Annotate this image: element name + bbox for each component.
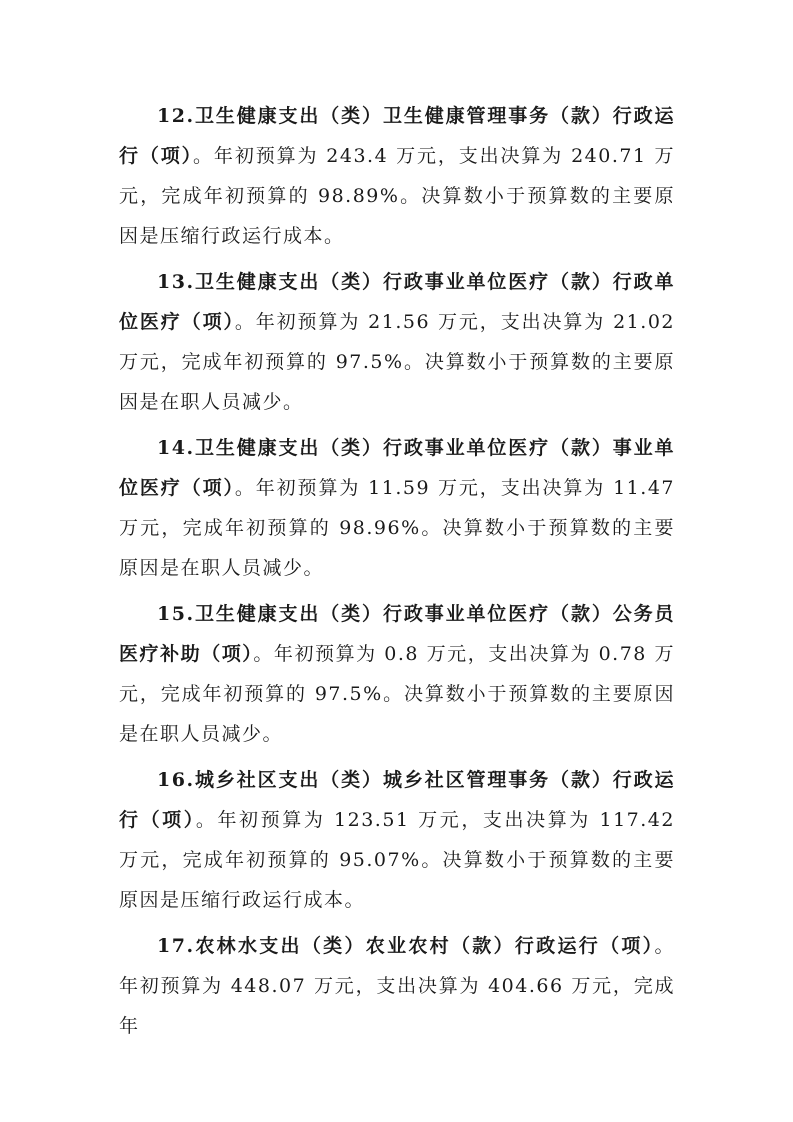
paragraph-heading: 14.卫生健康支出（类）行政事业单位医疗（款）事业单位医疗（项） bbox=[119, 437, 675, 499]
paragraph-heading: 12.卫生健康支出（类）卫生健康管理事务（款）行政运行（项） bbox=[119, 105, 675, 167]
paragraph-body: 。年初预算为 123.51 万元，支出决算为 117.42 万元，完成年初预算的 95.07%。决算数小于预算数的主要原因是压缩行政运行成本。 bbox=[119, 809, 675, 911]
paragraph-body: 。年初预算为 0.8 万元，支出决算为 0.78 万元，完成年初预算的 97.5%。决算数小于预算数的主要原因是在职人员减少。 bbox=[119, 643, 675, 745]
paragraph-item-17 bbox=[119, 926, 675, 1046]
paragraph-heading: 17.农林水支出（类）农业农村（款）行政运行（项） bbox=[157, 935, 655, 957]
paragraph-heading: 15.卫生健康支出（类）行政事业单位医疗（款）公务员医疗补助（项） bbox=[119, 603, 675, 665]
paragraph-item-15 bbox=[119, 594, 675, 754]
paragraph-item-12 bbox=[119, 96, 675, 256]
document-body bbox=[119, 96, 675, 1052]
paragraph-item-14 bbox=[119, 428, 675, 588]
paragraph-heading: 13.卫生健康支出（类）行政事业单位医疗（款）行政单位医疗（项） bbox=[119, 271, 675, 333]
paragraph-body: 。年初预算为 243.4 万元，支出决算为 240.71 万元，完成年初预算的 98.89%。决算数小于预算数的主要原因是压缩行政运行成本。 bbox=[119, 145, 675, 247]
paragraph-body: 。年初预算为 448.07 万元，支出决算为 404.66 万元，完成年 bbox=[119, 935, 675, 1037]
paragraph-body: 。年初预算为 21.56 万元，支出决算为 21.02 万元，完成年初预算的 97.5%。决算数小于预算数的主要原因是在职人员减少。 bbox=[119, 311, 675, 413]
paragraph-heading: 16.城乡社区支出（类）城乡社区管理事务（款）行政运行（项） bbox=[119, 769, 675, 831]
paragraph-item-13 bbox=[119, 262, 675, 422]
paragraph-item-16 bbox=[119, 760, 675, 920]
paragraph-body: 。年初预算为 11.59 万元，支出决算为 11.47 万元，完成年初预算的 98.96%。决算数小于预算数的主要原因是在职人员减少。 bbox=[119, 477, 675, 579]
